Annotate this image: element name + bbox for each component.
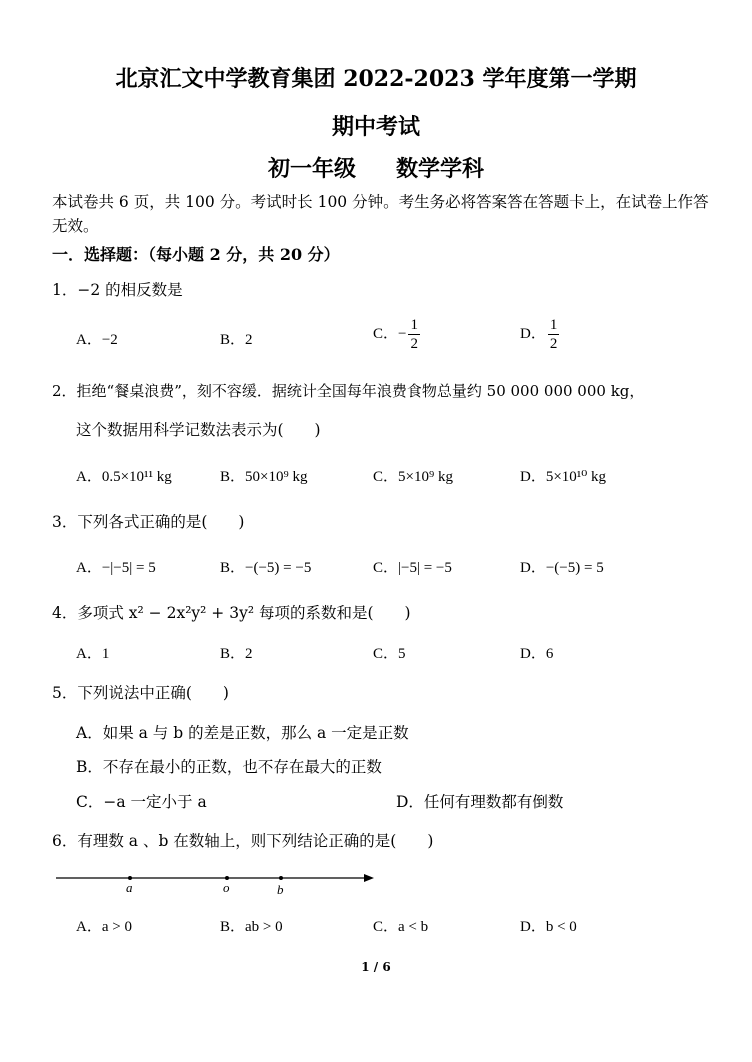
q1-option-d-numerator: 1 [549, 317, 558, 333]
q1-option-c-denominator: 2 [410, 336, 418, 352]
q1-option-c [373, 316, 420, 353]
q6-option-b: B．ab > 0 [220, 919, 283, 935]
subject-label: 数学学科 [396, 156, 485, 182]
q3-option-d: D．−(−5) = 5 [520, 560, 604, 576]
q1-option-c-label: C．− [373, 325, 407, 342]
q3-option-b: B．−(−5) = −5 [220, 560, 312, 576]
point-o-label: o [223, 880, 230, 895]
q2-option-c: C．5×10⁹ kg [373, 469, 453, 485]
exam-instructions: 本试卷共 6 页，共 100 分。考试时长 100 分钟。考生务必将答案答在答题卡上，在试卷上作答无效。 [52, 193, 709, 235]
point-b-dot [279, 876, 283, 880]
q6-option-c: C．a < b [373, 919, 429, 935]
question-2-stem-line2: 这个数据用科学记数法表示为( ) [76, 421, 321, 439]
question-3-stem: 3．下列各式正确的是( ) [52, 513, 245, 531]
number-line [52, 862, 382, 896]
q1-option-a: A．−2 [76, 332, 118, 348]
q3-option-a: A．−|−5| = 5 [76, 560, 156, 576]
q1-option-c-numerator: 1 [410, 317, 418, 333]
q5-option-a: A．如果 a 与 b 的差是正数，那么 a 一定是正数 [76, 724, 409, 742]
q1-option-d-denominator: 2 [549, 336, 558, 352]
q5-option-b: B．不存在最小的正数，也不存在最大的正数 [76, 758, 382, 776]
exam-subtitle: 期中考试 [331, 114, 420, 140]
exam-title: 北京汇文中学教育集团 2022-2023 学年度第一学期 [115, 66, 637, 92]
section-heading: 一．选择题：（每小题 2 分，共 20 分） [52, 245, 340, 264]
question-2-stem-line1: 2．拒绝“餐桌浪费”，刻不容缓．据统计全国每年浪费食物总量约 50 000 000 000 kg， [52, 382, 645, 400]
question-4-stem: 4．多项式 x² − 2x²y² + 3y² 每项的系数和是( ) [52, 604, 411, 622]
q6-option-a: A．a > 0 [76, 919, 132, 935]
question-6-stem: 6．有理数 a 、b 在数轴上，则下列结论正确的是( ) [52, 832, 434, 850]
point-b-label: b [277, 882, 284, 896]
q6-option-d: D．b < 0 [520, 919, 577, 935]
q1-option-b: B．2 [220, 332, 253, 348]
q4-option-b: B．2 [220, 646, 253, 662]
grade-label: 初一年级 [267, 156, 356, 182]
question-5-stem: 5．下列说法中正确( ) [52, 684, 229, 702]
point-a-label: a [126, 880, 133, 895]
page-number: 1 / 6 [361, 960, 391, 974]
q1-option-d-label: D． [520, 325, 546, 342]
q2-option-a: A．0.5×10¹¹ kg [76, 469, 172, 485]
q1-option-d-fraction [548, 316, 560, 353]
q2-option-d: D．5×10¹⁰ kg [520, 469, 607, 485]
q1-option-c-fraction [408, 316, 420, 353]
q1-option-d [520, 316, 559, 353]
q4-option-d: D．6 [520, 646, 554, 662]
q5-option-c: C．−a 一定小于 a [76, 793, 207, 811]
q5-option-d: D．任何有理数都有倒数 [396, 793, 564, 811]
grade-subject-line [0, 152, 752, 183]
question-1-stem: 1．−2 的相反数是 [52, 281, 183, 299]
q4-option-a: A．1 [76, 646, 110, 662]
q2-option-b: B．50×10⁹ kg [220, 469, 308, 485]
number-line-arrow [364, 874, 374, 882]
q4-option-c: C．5 [373, 646, 406, 662]
q3-option-c: C．|−5| = −5 [373, 560, 452, 576]
